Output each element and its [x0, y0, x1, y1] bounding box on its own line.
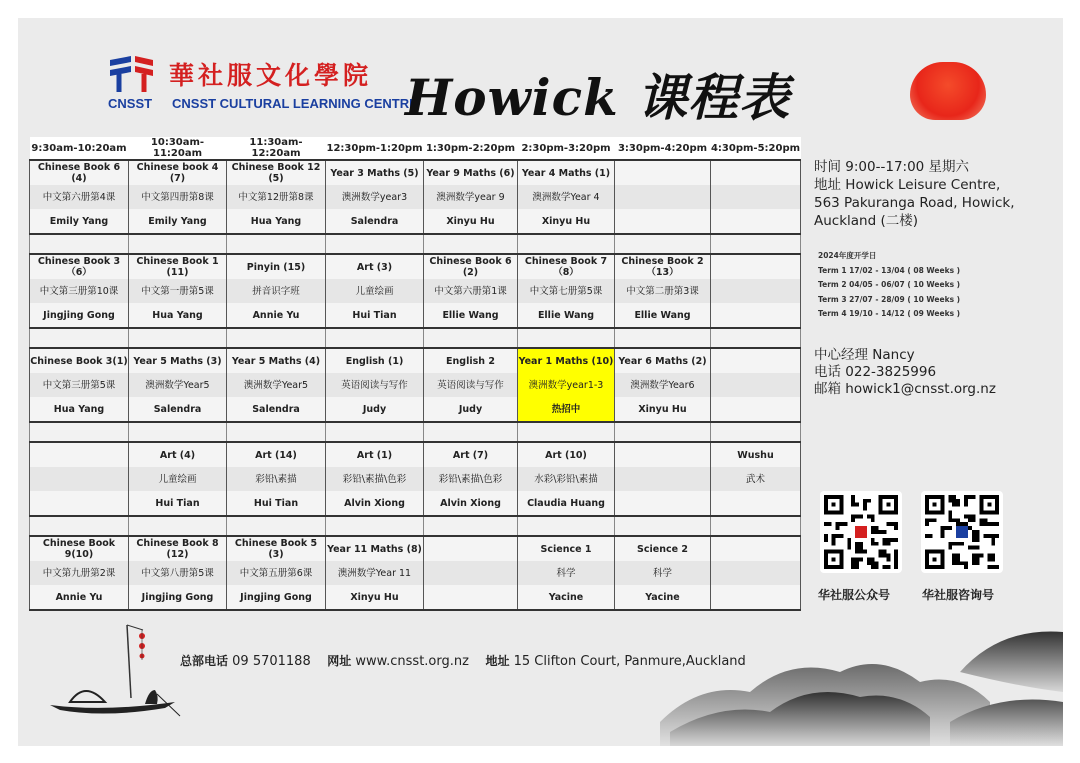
- spacer-cell: [227, 422, 326, 442]
- term-2: Term 2 04/05 - 06/07 ( 10 Weeks ): [818, 280, 961, 289]
- teacher-cell: [615, 209, 711, 234]
- spacer-cell: [711, 422, 801, 442]
- course-cell: Art (4): [129, 442, 227, 467]
- time-slot-header: 11:30am-12:20am: [227, 137, 326, 160]
- time-slot-header: 12:30pm-1:20pm: [326, 137, 424, 160]
- time-slot-header: 4:30pm-5:20pm: [711, 137, 801, 160]
- term-dates: [818, 249, 960, 322]
- spacer-cell: [424, 422, 518, 442]
- course-cell: Chinese Book 5 (3): [227, 536, 326, 561]
- teacher-cell: Emily Yang: [129, 209, 227, 234]
- teacher-cell: Salendra: [129, 397, 227, 422]
- spacer-cell: [518, 328, 615, 348]
- lesson-cell: [424, 561, 518, 585]
- time-slot-header: 1:30pm-2:20pm: [424, 137, 518, 160]
- lesson-cell: 拼音识字班: [227, 279, 326, 303]
- course-cell: [615, 160, 711, 185]
- course-cell: Year 1 Maths (10): [518, 348, 615, 373]
- lesson-cell: 中文第七册第5课: [518, 279, 615, 303]
- lesson-cell: 中文第五册第6课: [227, 561, 326, 585]
- lesson-cell: 科学: [615, 561, 711, 585]
- spacer-cell: [326, 234, 424, 254]
- teacher-cell: Hui Tian: [326, 303, 424, 328]
- spacer-cell: [711, 234, 801, 254]
- teacher-cell: [30, 491, 129, 516]
- lesson-cell: 英语阅读与写作: [326, 373, 424, 397]
- lesson-cell: 中文第一册第5课: [129, 279, 227, 303]
- teacher-cell: Hui Tian: [227, 491, 326, 516]
- teacher-cell: Xinyu Hu: [424, 209, 518, 234]
- opening-hours: 时间 9:00--17:00 星期六: [814, 159, 970, 175]
- timetable-row: [30, 373, 801, 397]
- course-cell: Chinese Book 6 (2): [424, 254, 518, 279]
- lesson-cell: 中文第九册第2课: [30, 561, 129, 585]
- website-link[interactable]: www.cnsst.org.nz: [355, 654, 469, 669]
- time-slot-header: 9:30am-10:20am: [30, 137, 129, 160]
- block-spacer-row: [30, 422, 801, 442]
- qr-label-official-account: 华社服公众号: [818, 588, 891, 602]
- course-cell: Chinese Book 3（6）: [30, 254, 129, 279]
- hq-address: 15 Clifton Court, Panmure,Auckland: [513, 654, 746, 669]
- teacher-cell: Ellie Wang: [424, 303, 518, 328]
- course-cell: English 2: [424, 348, 518, 373]
- course-cell: Chinese Book 8 (12): [129, 536, 227, 561]
- term-1: Term 1 17/02 - 13/04 ( 08 Weeks ): [818, 265, 961, 275]
- lesson-cell: 澳洲数学year 9: [424, 185, 518, 209]
- course-cell: Chinese Book 12 (5): [227, 160, 326, 185]
- spacer-cell: [711, 328, 801, 348]
- lesson-cell: [30, 467, 129, 491]
- timetable-row: [30, 348, 801, 373]
- spacer-cell: [424, 328, 518, 348]
- course-cell: [711, 160, 801, 185]
- teacher-cell: [424, 585, 518, 610]
- teacher-cell: Hua Yang: [227, 209, 326, 234]
- course-cell: English (1): [326, 348, 424, 373]
- spacer-cell: [711, 516, 801, 536]
- teacher-cell: Ellie Wang: [518, 303, 615, 328]
- course-cell: Chinese Book 6 (4): [30, 160, 129, 185]
- teacher-cell: Alvin Xiong: [326, 491, 424, 516]
- spacer-cell: [424, 234, 518, 254]
- address-line-3: Auckland (二楼): [814, 213, 919, 229]
- qr-code-icon: [921, 491, 1003, 573]
- course-cell: [424, 536, 518, 561]
- timetable-row: [30, 209, 801, 234]
- course-cell: Art (3): [326, 254, 424, 279]
- lesson-cell: 武术: [711, 467, 801, 491]
- address-line-2: 563 Pakuranga Road, Howick,: [814, 195, 1015, 211]
- course-cell: [615, 442, 711, 467]
- teacher-cell: [711, 397, 801, 422]
- lesson-cell: 澳洲数学year1-3: [518, 373, 615, 397]
- lesson-cell: [711, 279, 801, 303]
- spacer-cell: [615, 516, 711, 536]
- lesson-cell: 中文第六册第4课: [30, 185, 129, 209]
- lesson-cell: 澳洲数学year3: [326, 185, 424, 209]
- lesson-cell: 中文第二册第3课: [615, 279, 711, 303]
- course-cell: Year 5 Maths (3): [129, 348, 227, 373]
- teacher-cell: Hua Yang: [129, 303, 227, 328]
- timetable-row: [30, 491, 801, 516]
- course-cell: Science 1: [518, 536, 615, 561]
- lesson-cell: [711, 185, 801, 209]
- cnsst-logo-icon: [107, 54, 157, 94]
- lesson-cell: 科学: [518, 561, 615, 585]
- teacher-cell: [711, 491, 801, 516]
- lesson-cell: [615, 185, 711, 209]
- course-cell: Chinese book 4 (7): [129, 160, 227, 185]
- teacher-cell: Xinyu Hu: [326, 585, 424, 610]
- address-label: 地址: [485, 654, 510, 668]
- contact-email: 邮箱 howick1@cnsst.org.nz: [814, 381, 996, 397]
- spacer-cell: [326, 328, 424, 348]
- timetable: [29, 137, 801, 611]
- lesson-cell: 彩铅\素描: [227, 467, 326, 491]
- location-info: [814, 158, 1015, 230]
- teacher-cell: Yacine: [518, 585, 615, 610]
- timetable-row: [30, 467, 801, 491]
- course-cell: Chinese Book 9(10): [30, 536, 129, 561]
- term-3: Term 3 27/07 - 28/09 ( 10 Weeks ): [818, 294, 961, 304]
- lesson-cell: 澳洲数学Year6: [615, 373, 711, 397]
- spacer-cell: [518, 422, 615, 442]
- spacer-cell: [615, 234, 711, 254]
- address-line-1: 地址 Howick Leisure Centre,: [814, 177, 1001, 193]
- spacer-cell: [227, 328, 326, 348]
- lesson-cell: 澳洲数学Year 4: [518, 185, 615, 209]
- qr-code-icon: [820, 491, 902, 573]
- course-cell: Chinese Book 7 （8）: [518, 254, 615, 279]
- course-cell: Pinyin (15): [227, 254, 326, 279]
- course-cell: Art (14): [227, 442, 326, 467]
- timetable-row: [30, 279, 801, 303]
- spacer-cell: [518, 234, 615, 254]
- spacer-cell: [615, 422, 711, 442]
- lesson-cell: 澳洲数学Year5: [129, 373, 227, 397]
- organization-english-name: CNSST CULTURAL LEARNING CENTRE: [172, 96, 418, 111]
- spacer-cell: [30, 516, 129, 536]
- hq-phone: 09 5701188: [232, 654, 311, 669]
- course-cell: Year 5 Maths (4): [227, 348, 326, 373]
- course-cell: Year 11 Maths (8): [326, 536, 424, 561]
- lesson-cell: 中文第三册第10课: [30, 279, 129, 303]
- logo-abbreviation: CNSST: [108, 96, 153, 111]
- teacher-cell: [711, 303, 801, 328]
- spacer-cell: [30, 328, 129, 348]
- lesson-cell: 中文第六册第1课: [424, 279, 518, 303]
- teacher-cell: Hui Tian: [129, 491, 227, 516]
- lesson-cell: 彩铅\素描\色彩: [424, 467, 518, 491]
- timetable-row: [30, 536, 801, 561]
- qr-code-consultation: [921, 491, 1003, 573]
- teacher-cell: Alvin Xiong: [424, 491, 518, 516]
- spacer-cell: [326, 422, 424, 442]
- teacher-cell: Salendra: [227, 397, 326, 422]
- contact-info: [814, 347, 996, 398]
- block-spacer-row: [30, 328, 801, 348]
- lesson-cell: 水彩\彩铅\素描: [518, 467, 615, 491]
- teacher-cell: Yacine: [615, 585, 711, 610]
- course-cell: [711, 348, 801, 373]
- course-cell: [30, 442, 129, 467]
- spacer-cell: [30, 422, 129, 442]
- timetable-row: [30, 160, 801, 185]
- spacer-cell: [129, 234, 227, 254]
- spacer-cell: [518, 516, 615, 536]
- timetable-row: [30, 397, 801, 422]
- spacer-cell: [30, 234, 129, 254]
- timetable-row: [30, 254, 801, 279]
- timetable-row: [30, 185, 801, 209]
- contact-phone: 电话 022-3825996: [814, 364, 937, 380]
- course-cell: [711, 254, 801, 279]
- course-cell: Year 3 Maths (5): [326, 160, 424, 185]
- teacher-cell: [615, 491, 711, 516]
- qr-code-official-account: [820, 491, 902, 573]
- timetable-row: [30, 303, 801, 328]
- course-cell: Art (1): [326, 442, 424, 467]
- spacer-cell: [129, 516, 227, 536]
- lesson-cell: 中文第三册第5课: [30, 373, 129, 397]
- centre-manager: 中心经理 Nancy: [814, 347, 915, 363]
- teacher-cell: Xinyu Hu: [518, 209, 615, 234]
- teacher-cell: [711, 585, 801, 610]
- teacher-cell: Xinyu Hu: [615, 397, 711, 422]
- block-spacer-row: [30, 516, 801, 536]
- timetable-row: [30, 585, 801, 610]
- teacher-cell: Jingjing Gong: [129, 585, 227, 610]
- course-cell: Year 6 Maths (2): [615, 348, 711, 373]
- lesson-cell: [711, 373, 801, 397]
- lesson-cell: 儿童绘画: [326, 279, 424, 303]
- teacher-cell: Judy: [326, 397, 424, 422]
- teacher-cell: Annie Yu: [30, 585, 129, 610]
- course-cell: [711, 536, 801, 561]
- teacher-cell: Judy: [424, 397, 518, 422]
- time-header-row: [30, 137, 801, 160]
- lesson-cell: 英语阅读与写作: [424, 373, 518, 397]
- ink-mountains-illustration: [660, 612, 1063, 746]
- course-cell: Science 2: [615, 536, 711, 561]
- lesson-cell: 中文第八册第5课: [129, 561, 227, 585]
- time-slot-header: 3:30pm-4:20pm: [615, 137, 711, 160]
- course-cell: Year 4 Maths (1): [518, 160, 615, 185]
- course-cell: Chinese Book 3(1): [30, 348, 129, 373]
- spacer-cell: [129, 422, 227, 442]
- spacer-cell: [129, 328, 227, 348]
- lesson-cell: 彩铅\素描\色彩: [326, 467, 424, 491]
- time-slot-header: 10:30am-11:20am: [129, 137, 227, 160]
- website-label: 网址: [327, 654, 352, 668]
- course-cell: Chinese Book 2（13）: [615, 254, 711, 279]
- course-cell: Year 9 Maths (6): [424, 160, 518, 185]
- teacher-cell: Jingjing Gong: [227, 585, 326, 610]
- lesson-cell: 澳洲数学Year 11: [326, 561, 424, 585]
- lesson-cell: 中文第12册第8课: [227, 185, 326, 209]
- term-4: Term 4 19/10 - 14/12 ( 09 Weeks ): [818, 309, 961, 318]
- teacher-cell: 热招中: [518, 397, 615, 422]
- course-cell: Art (10): [518, 442, 615, 467]
- block-spacer-row: [30, 234, 801, 254]
- time-slot-header: 2:30pm-3:20pm: [518, 137, 615, 160]
- spacer-cell: [227, 516, 326, 536]
- spacer-cell: [326, 516, 424, 536]
- qr-label-consultation: 华社服咨询号: [922, 588, 995, 602]
- lesson-cell: 中文第四册第8课: [129, 185, 227, 209]
- page-title: Howick 课程表: [405, 68, 791, 127]
- timetable-row: [30, 442, 801, 467]
- teacher-cell: Claudia Huang: [518, 491, 615, 516]
- course-cell: Wushu: [711, 442, 801, 467]
- hq-phone-label: 总部电话: [180, 654, 229, 668]
- lesson-cell: [615, 467, 711, 491]
- teacher-cell: Jingjing Gong: [30, 303, 129, 328]
- lesson-cell: 澳洲数学Year5: [227, 373, 326, 397]
- lesson-cell: [711, 561, 801, 585]
- teacher-cell: Salendra: [326, 209, 424, 234]
- boat-lantern-illustration: [45, 620, 185, 720]
- term-dates-title: 2024年度开学日: [818, 251, 877, 260]
- spacer-cell: [424, 516, 518, 536]
- footer-contact: [180, 652, 746, 669]
- organization-chinese-name: 華社服文化學院: [169, 61, 373, 90]
- red-sun-decoration: [910, 62, 986, 120]
- course-cell: Chinese Book 1 (11): [129, 254, 227, 279]
- teacher-cell: Ellie Wang: [615, 303, 711, 328]
- teacher-cell: [711, 209, 801, 234]
- course-cell: Art (7): [424, 442, 518, 467]
- teacher-cell: Emily Yang: [30, 209, 129, 234]
- lesson-cell: 儿童绘画: [129, 467, 227, 491]
- timetable-row: [30, 561, 801, 585]
- teacher-cell: Annie Yu: [227, 303, 326, 328]
- teacher-cell: Hua Yang: [30, 397, 129, 422]
- spacer-cell: [227, 234, 326, 254]
- spacer-cell: [615, 328, 711, 348]
